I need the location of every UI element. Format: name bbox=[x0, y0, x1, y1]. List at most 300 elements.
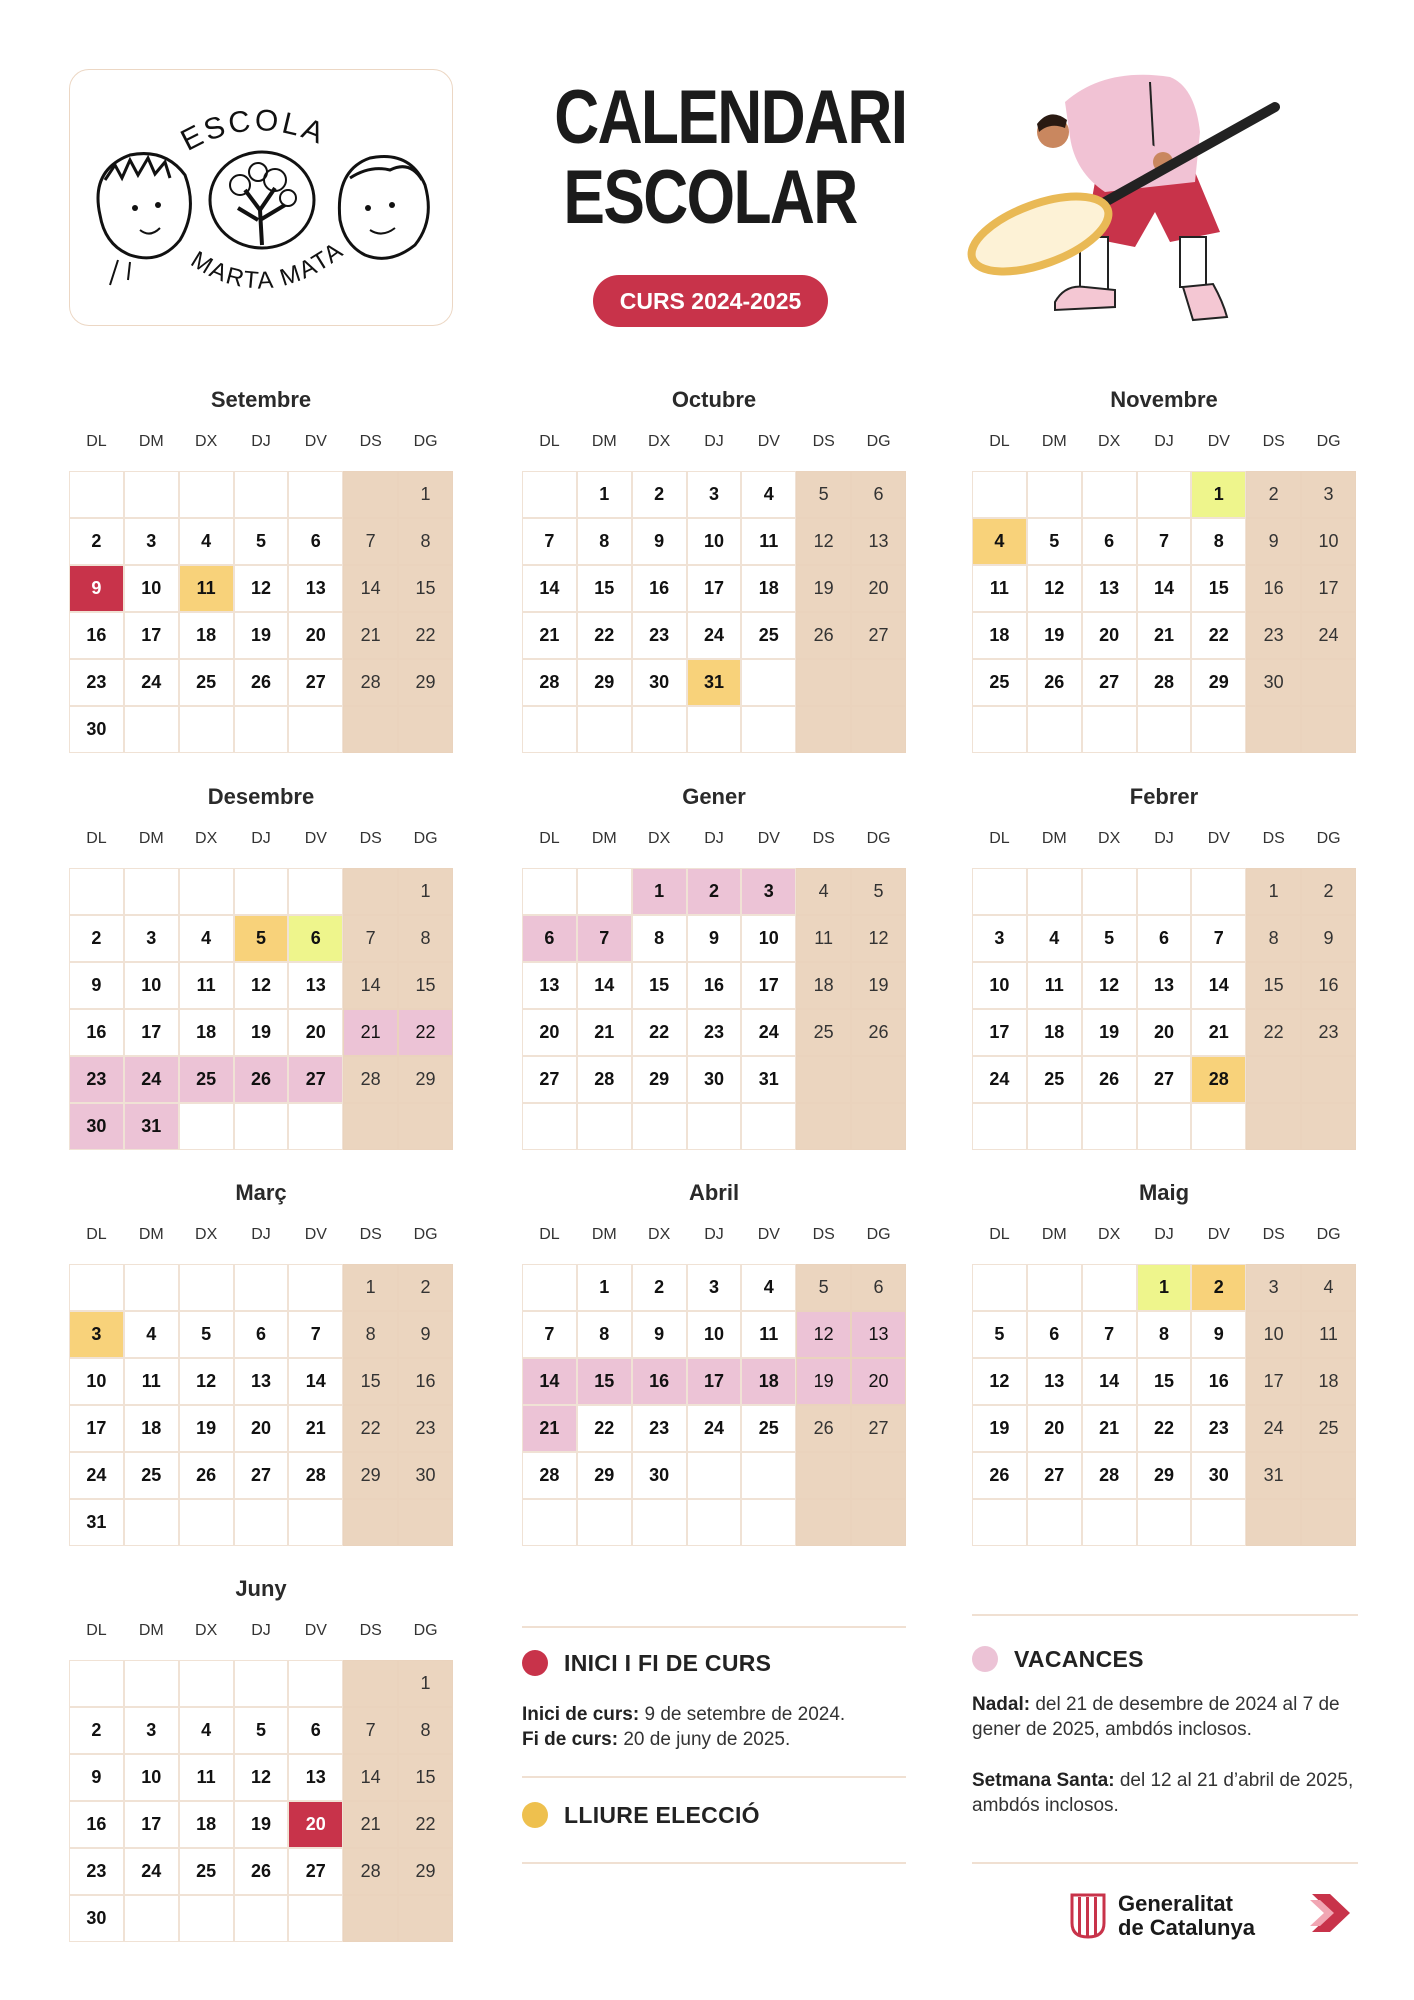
day-cell: 20 bbox=[522, 1009, 577, 1056]
weekday-label: DV bbox=[304, 433, 327, 450]
day-cell: 19 bbox=[972, 1405, 1027, 1452]
empty-day-cell bbox=[522, 1264, 577, 1311]
empty-day-cell bbox=[234, 1660, 289, 1707]
day-cell: 21 bbox=[1191, 1009, 1246, 1056]
day-cell: 20 bbox=[1137, 1009, 1192, 1056]
day-cell: 11 bbox=[741, 1311, 796, 1358]
day-cell: 19 bbox=[179, 1405, 234, 1452]
empty-day-cell bbox=[288, 1264, 343, 1311]
day-cell: 19 bbox=[1027, 612, 1082, 659]
day-cell: 1 bbox=[1191, 471, 1246, 518]
day-cell: 24 bbox=[687, 612, 742, 659]
empty-day-cell bbox=[972, 1264, 1027, 1311]
day-cell: 20 bbox=[288, 612, 343, 659]
day-cell: 3 bbox=[124, 915, 179, 962]
day-cell: 1 bbox=[577, 1264, 632, 1311]
day-cell: 29 bbox=[343, 1452, 398, 1499]
empty-day-cell bbox=[687, 706, 742, 753]
weekday-label: DM bbox=[1041, 830, 1067, 847]
day-cell: 9 bbox=[1301, 915, 1356, 962]
empty-day-cell bbox=[124, 1660, 179, 1707]
day-cell: 7 bbox=[343, 1707, 398, 1754]
day-cell: 11 bbox=[179, 565, 234, 612]
day-cell: 23 bbox=[69, 1848, 124, 1895]
svg-text:MARTA MATA bbox=[186, 236, 349, 294]
day-cell: 29 bbox=[398, 1848, 453, 1895]
day-cell: 25 bbox=[179, 1848, 234, 1895]
day-cell: 24 bbox=[124, 659, 179, 706]
day-cell: 1 bbox=[1137, 1264, 1192, 1311]
weekday-label: DG bbox=[413, 433, 438, 450]
empty-day-cell bbox=[288, 1660, 343, 1707]
empty-day-cell bbox=[124, 1264, 179, 1311]
empty-day-cell bbox=[1301, 1452, 1356, 1499]
day-cell: 20 bbox=[851, 565, 906, 612]
empty-day-cell bbox=[851, 1056, 906, 1103]
day-cell: 28 bbox=[1137, 659, 1192, 706]
day-cell: 25 bbox=[1301, 1405, 1356, 1452]
day-cell: 10 bbox=[124, 1754, 179, 1801]
day-cell: 18 bbox=[741, 565, 796, 612]
day-cell: 7 bbox=[577, 915, 632, 962]
course-end-value: 20 de juny de 2025. bbox=[618, 1729, 791, 1750]
day-cell: 8 bbox=[1246, 915, 1301, 962]
divider bbox=[522, 1776, 906, 1778]
school-logo bbox=[69, 69, 453, 326]
day-cell: 13 bbox=[288, 565, 343, 612]
christmas-value: del 21 de desembre de 2024 al 7 de gener de 2025, ambdós inclosos. bbox=[972, 1694, 1340, 1740]
weekday-label: DJ bbox=[251, 1622, 271, 1639]
empty-day-cell bbox=[343, 1895, 398, 1942]
empty-day-cell bbox=[1301, 706, 1356, 753]
day-cell: 18 bbox=[1027, 1009, 1082, 1056]
day-cell: 14 bbox=[1137, 565, 1192, 612]
day-cell: 1 bbox=[343, 1264, 398, 1311]
day-cell: 24 bbox=[741, 1009, 796, 1056]
weekday-label: DM bbox=[1041, 433, 1067, 450]
empty-day-cell bbox=[1301, 1056, 1356, 1103]
day-cell: 21 bbox=[343, 1009, 398, 1056]
empty-day-cell bbox=[124, 471, 179, 518]
day-cell: 28 bbox=[1082, 1452, 1137, 1499]
day-cell: 20 bbox=[288, 1801, 343, 1848]
legend-holidays-title: VACANCES bbox=[1014, 1646, 1144, 1672]
empty-day-cell bbox=[1301, 659, 1356, 706]
empty-day-cell bbox=[1027, 1499, 1082, 1546]
day-cell: 6 bbox=[1137, 915, 1192, 962]
weekday-label: DL bbox=[989, 1226, 1010, 1243]
day-cell: 10 bbox=[687, 518, 742, 565]
day-cell: 15 bbox=[577, 565, 632, 612]
legend-course-title: INICI I FI DE CURS bbox=[564, 1650, 772, 1676]
empty-day-cell bbox=[1137, 706, 1192, 753]
day-cell: 14 bbox=[1082, 1358, 1137, 1405]
weekday-header bbox=[972, 427, 1356, 457]
day-cell: 28 bbox=[1191, 1056, 1246, 1103]
day-cell: 20 bbox=[1027, 1405, 1082, 1452]
empty-day-cell bbox=[179, 706, 234, 753]
day-cell: 1 bbox=[398, 1660, 453, 1707]
day-cell: 10 bbox=[1301, 518, 1356, 565]
day-cell: 22 bbox=[343, 1405, 398, 1452]
empty-day-cell bbox=[1082, 471, 1137, 518]
day-cell: 5 bbox=[851, 868, 906, 915]
weekday-label: DS bbox=[812, 1226, 835, 1243]
day-cell: 9 bbox=[69, 962, 124, 1009]
day-cell: 6 bbox=[1027, 1311, 1082, 1358]
weekday-label: DV bbox=[304, 1622, 327, 1639]
day-cell: 20 bbox=[234, 1405, 289, 1452]
empty-day-cell bbox=[1191, 868, 1246, 915]
day-cell: 2 bbox=[398, 1264, 453, 1311]
day-cell: 14 bbox=[522, 565, 577, 612]
empty-day-cell bbox=[796, 659, 851, 706]
day-cell: 18 bbox=[179, 1801, 234, 1848]
day-cell: 14 bbox=[343, 1754, 398, 1801]
weekday-label: DX bbox=[648, 433, 671, 450]
day-cell: 24 bbox=[1246, 1405, 1301, 1452]
day-cell: 23 bbox=[687, 1009, 742, 1056]
weekday-label: DJ bbox=[251, 830, 271, 847]
day-cell: 27 bbox=[288, 1848, 343, 1895]
day-cell: 16 bbox=[632, 1358, 687, 1405]
month-calendar bbox=[69, 385, 453, 753]
weekday-header bbox=[522, 1220, 906, 1250]
empty-day-cell bbox=[343, 706, 398, 753]
weekday-label: DL bbox=[539, 1226, 560, 1243]
day-cell: 15 bbox=[398, 565, 453, 612]
empty-day-cell bbox=[234, 471, 289, 518]
day-cell: 28 bbox=[343, 1848, 398, 1895]
day-cell: 13 bbox=[1027, 1358, 1082, 1405]
day-cell: 10 bbox=[1246, 1311, 1301, 1358]
day-cell: 29 bbox=[1191, 659, 1246, 706]
empty-day-cell bbox=[1027, 868, 1082, 915]
day-cell: 22 bbox=[1137, 1405, 1192, 1452]
day-cell: 14 bbox=[577, 962, 632, 1009]
day-cell: 25 bbox=[972, 659, 1027, 706]
gov-line-2: de Catalunya bbox=[1118, 1915, 1255, 1940]
empty-day-cell bbox=[1027, 706, 1082, 753]
empty-day-cell bbox=[288, 706, 343, 753]
weekday-label: DM bbox=[591, 830, 617, 847]
day-cell: 13 bbox=[1137, 962, 1192, 1009]
empty-day-cell bbox=[234, 706, 289, 753]
empty-day-cell bbox=[796, 706, 851, 753]
empty-day-cell bbox=[288, 471, 343, 518]
day-cell: 27 bbox=[522, 1056, 577, 1103]
day-cell: 14 bbox=[522, 1358, 577, 1405]
month-name: Febrer bbox=[1129, 784, 1199, 809]
divider bbox=[972, 1862, 1358, 1864]
day-cell: 30 bbox=[632, 1452, 687, 1499]
month-name: Maig bbox=[1138, 1180, 1190, 1205]
month-calendar bbox=[69, 1178, 453, 1546]
legend-christmas-text bbox=[972, 1692, 1367, 1742]
day-cell: 31 bbox=[741, 1056, 796, 1103]
empty-day-cell bbox=[343, 1660, 398, 1707]
empty-day-cell bbox=[234, 1499, 289, 1546]
day-cell: 18 bbox=[124, 1405, 179, 1452]
day-cell: 15 bbox=[1246, 962, 1301, 1009]
day-cell: 5 bbox=[972, 1311, 1027, 1358]
empty-day-cell bbox=[1246, 706, 1301, 753]
day-cell: 29 bbox=[398, 1056, 453, 1103]
day-cell: 25 bbox=[741, 1405, 796, 1452]
empty-day-cell bbox=[741, 659, 796, 706]
weekday-label: DS bbox=[359, 433, 382, 450]
empty-day-cell bbox=[288, 1895, 343, 1942]
day-cell: 6 bbox=[288, 915, 343, 962]
day-cell: 8 bbox=[577, 518, 632, 565]
day-cell: 19 bbox=[234, 1801, 289, 1848]
day-cell: 28 bbox=[577, 1056, 632, 1103]
day-cell: 27 bbox=[1027, 1452, 1082, 1499]
day-cell: 25 bbox=[1027, 1056, 1082, 1103]
weekday-label: DL bbox=[86, 1622, 107, 1639]
weekday-label: DJ bbox=[251, 433, 271, 450]
day-cell: 31 bbox=[69, 1499, 124, 1546]
weekday-label: DM bbox=[138, 433, 164, 450]
day-cell: 5 bbox=[1082, 915, 1137, 962]
empty-day-cell bbox=[234, 1895, 289, 1942]
weekday-label: DS bbox=[812, 830, 835, 847]
empty-day-cell bbox=[1027, 471, 1082, 518]
day-cell: 26 bbox=[972, 1452, 1027, 1499]
day-cell: 22 bbox=[577, 1405, 632, 1452]
day-cell: 13 bbox=[522, 962, 577, 1009]
day-cell: 17 bbox=[1301, 565, 1356, 612]
weekday-label: DL bbox=[86, 1226, 107, 1243]
empty-day-cell bbox=[179, 1264, 234, 1311]
day-cell: 12 bbox=[179, 1358, 234, 1405]
day-cell: 21 bbox=[522, 612, 577, 659]
day-cell: 26 bbox=[1027, 659, 1082, 706]
day-cell: 8 bbox=[398, 915, 453, 962]
day-cell: 18 bbox=[1301, 1358, 1356, 1405]
day-cell: 11 bbox=[972, 565, 1027, 612]
weekday-label: DM bbox=[138, 1226, 164, 1243]
day-cell: 3 bbox=[687, 471, 742, 518]
day-cell: 30 bbox=[1246, 659, 1301, 706]
day-cell: 10 bbox=[687, 1311, 742, 1358]
empty-day-cell bbox=[1246, 1056, 1301, 1103]
empty-day-cell bbox=[1191, 1103, 1246, 1150]
day-cell: 30 bbox=[69, 1103, 124, 1150]
month-name: Març bbox=[235, 1180, 287, 1205]
christmas-label: Nadal: bbox=[972, 1694, 1031, 1715]
day-cell: 18 bbox=[796, 962, 851, 1009]
day-cell: 15 bbox=[398, 1754, 453, 1801]
easter-label: Setmana Santa: bbox=[972, 1770, 1115, 1791]
weekday-label: DX bbox=[648, 1226, 671, 1243]
day-cell: 17 bbox=[124, 1009, 179, 1056]
day-cell: 6 bbox=[851, 1264, 906, 1311]
empty-day-cell bbox=[851, 706, 906, 753]
day-cell: 26 bbox=[796, 1405, 851, 1452]
generalitat-emblem-icon bbox=[1070, 1893, 1106, 1939]
weekday-label: DX bbox=[1098, 830, 1121, 847]
day-cell: 20 bbox=[1082, 612, 1137, 659]
empty-day-cell bbox=[632, 1499, 687, 1546]
day-cell: 30 bbox=[398, 1452, 453, 1499]
day-cell: 22 bbox=[632, 1009, 687, 1056]
weekday-header bbox=[522, 427, 906, 457]
day-cell: 19 bbox=[234, 612, 289, 659]
day-cell: 19 bbox=[796, 1358, 851, 1405]
weekday-label: DS bbox=[1262, 433, 1285, 450]
weekday-label: DV bbox=[1207, 830, 1230, 847]
page-title bbox=[554, 75, 907, 240]
weekday-label: DV bbox=[1207, 433, 1230, 450]
day-cell: 14 bbox=[288, 1358, 343, 1405]
month-name: Gener bbox=[682, 784, 746, 809]
day-cell: 23 bbox=[69, 659, 124, 706]
day-cell: 26 bbox=[1082, 1056, 1137, 1103]
weekday-label: DG bbox=[1316, 830, 1341, 847]
weekday-label: DL bbox=[86, 433, 107, 450]
day-cell: 17 bbox=[687, 1358, 742, 1405]
day-cell: 23 bbox=[1301, 1009, 1356, 1056]
weekday-label: DG bbox=[866, 433, 891, 450]
day-cell: 17 bbox=[69, 1405, 124, 1452]
day-cell: 29 bbox=[577, 659, 632, 706]
day-cell: 3 bbox=[69, 1311, 124, 1358]
weekday-label: DL bbox=[539, 433, 560, 450]
day-cell: 26 bbox=[234, 1056, 289, 1103]
day-cell: 17 bbox=[124, 1801, 179, 1848]
weekday-label: DM bbox=[591, 433, 617, 450]
day-cell: 24 bbox=[124, 1848, 179, 1895]
empty-day-cell bbox=[972, 471, 1027, 518]
day-cell: 13 bbox=[288, 962, 343, 1009]
empty-day-cell bbox=[522, 471, 577, 518]
logo-text-top: ESCOLA bbox=[175, 103, 331, 158]
weekday-label: DX bbox=[1098, 1226, 1121, 1243]
empty-day-cell bbox=[796, 1499, 851, 1546]
day-cell: 7 bbox=[522, 1311, 577, 1358]
day-cell: 22 bbox=[577, 612, 632, 659]
month-name: Setembre bbox=[210, 387, 312, 412]
day-cell: 15 bbox=[343, 1358, 398, 1405]
empty-day-cell bbox=[741, 1499, 796, 1546]
day-cell: 4 bbox=[1027, 915, 1082, 962]
weekday-header bbox=[69, 427, 453, 457]
day-cell: 28 bbox=[522, 1452, 577, 1499]
day-cell: 1 bbox=[1246, 868, 1301, 915]
day-cell: 24 bbox=[972, 1056, 1027, 1103]
day-cell: 5 bbox=[1027, 518, 1082, 565]
legend-free-title: LLIURE ELECCIÓ bbox=[564, 1802, 760, 1828]
day-cell: 23 bbox=[1246, 612, 1301, 659]
legend-easter-text bbox=[972, 1768, 1367, 1818]
empty-day-cell bbox=[741, 1452, 796, 1499]
empty-day-cell bbox=[1246, 1499, 1301, 1546]
day-cell: 7 bbox=[1191, 915, 1246, 962]
month-grid bbox=[69, 471, 453, 753]
weekday-label: DV bbox=[757, 830, 780, 847]
day-cell: 14 bbox=[343, 565, 398, 612]
weekday-header bbox=[69, 1220, 453, 1250]
day-cell: 27 bbox=[288, 659, 343, 706]
day-cell: 26 bbox=[796, 612, 851, 659]
weekday-label: DX bbox=[195, 830, 218, 847]
day-cell: 30 bbox=[69, 1895, 124, 1942]
svg-text:ESCOLA bbox=[176, 104, 331, 158]
weekday-label: DG bbox=[413, 1622, 438, 1639]
day-cell: 4 bbox=[179, 915, 234, 962]
empty-day-cell bbox=[972, 1499, 1027, 1546]
day-cell: 12 bbox=[1027, 565, 1082, 612]
empty-day-cell bbox=[1082, 1103, 1137, 1150]
empty-day-cell bbox=[69, 868, 124, 915]
weekday-label: DM bbox=[1041, 1226, 1067, 1243]
empty-day-cell bbox=[343, 1103, 398, 1150]
day-cell: 15 bbox=[577, 1358, 632, 1405]
month-calendar bbox=[972, 385, 1356, 753]
weekday-label: DM bbox=[591, 1226, 617, 1243]
weekday-label: DJ bbox=[1154, 1226, 1174, 1243]
day-cell: 2 bbox=[69, 518, 124, 565]
empty-day-cell bbox=[687, 1499, 742, 1546]
month-name: Juny bbox=[235, 1576, 287, 1601]
day-cell: 21 bbox=[343, 612, 398, 659]
divider bbox=[972, 1614, 1358, 1616]
day-cell: 17 bbox=[972, 1009, 1027, 1056]
empty-day-cell bbox=[522, 868, 577, 915]
empty-day-cell bbox=[1082, 868, 1137, 915]
day-cell: 19 bbox=[796, 565, 851, 612]
day-cell: 12 bbox=[796, 518, 851, 565]
empty-day-cell bbox=[687, 1452, 742, 1499]
day-cell: 18 bbox=[179, 612, 234, 659]
day-cell: 30 bbox=[69, 706, 124, 753]
day-cell: 7 bbox=[288, 1311, 343, 1358]
day-cell: 29 bbox=[577, 1452, 632, 1499]
day-cell: 8 bbox=[398, 518, 453, 565]
weekday-label: DS bbox=[1262, 830, 1285, 847]
day-cell: 1 bbox=[577, 471, 632, 518]
empty-day-cell bbox=[69, 1660, 124, 1707]
magnifier-person-illustration bbox=[955, 62, 1315, 332]
empty-day-cell bbox=[398, 706, 453, 753]
empty-day-cell bbox=[632, 706, 687, 753]
empty-day-cell bbox=[522, 706, 577, 753]
day-cell: 30 bbox=[1191, 1452, 1246, 1499]
day-cell: 15 bbox=[398, 962, 453, 1009]
month-calendar bbox=[522, 385, 906, 753]
day-cell: 3 bbox=[1246, 1264, 1301, 1311]
day-cell: 11 bbox=[179, 1754, 234, 1801]
day-cell: 16 bbox=[687, 962, 742, 1009]
empty-day-cell bbox=[1082, 1264, 1137, 1311]
month-grid bbox=[522, 868, 906, 1150]
title-line-2: ESCOLAR bbox=[563, 155, 857, 240]
day-cell: 4 bbox=[179, 518, 234, 565]
pink-dot-icon bbox=[972, 1646, 998, 1672]
empty-day-cell bbox=[972, 1103, 1027, 1150]
day-cell: 8 bbox=[343, 1311, 398, 1358]
day-cell: 22 bbox=[398, 1009, 453, 1056]
day-cell: 27 bbox=[1137, 1056, 1192, 1103]
empty-day-cell bbox=[179, 1499, 234, 1546]
day-cell: 25 bbox=[741, 612, 796, 659]
empty-day-cell bbox=[234, 1264, 289, 1311]
empty-day-cell bbox=[124, 1499, 179, 1546]
day-cell: 20 bbox=[288, 1009, 343, 1056]
empty-day-cell bbox=[972, 868, 1027, 915]
month-grid bbox=[522, 1264, 906, 1546]
